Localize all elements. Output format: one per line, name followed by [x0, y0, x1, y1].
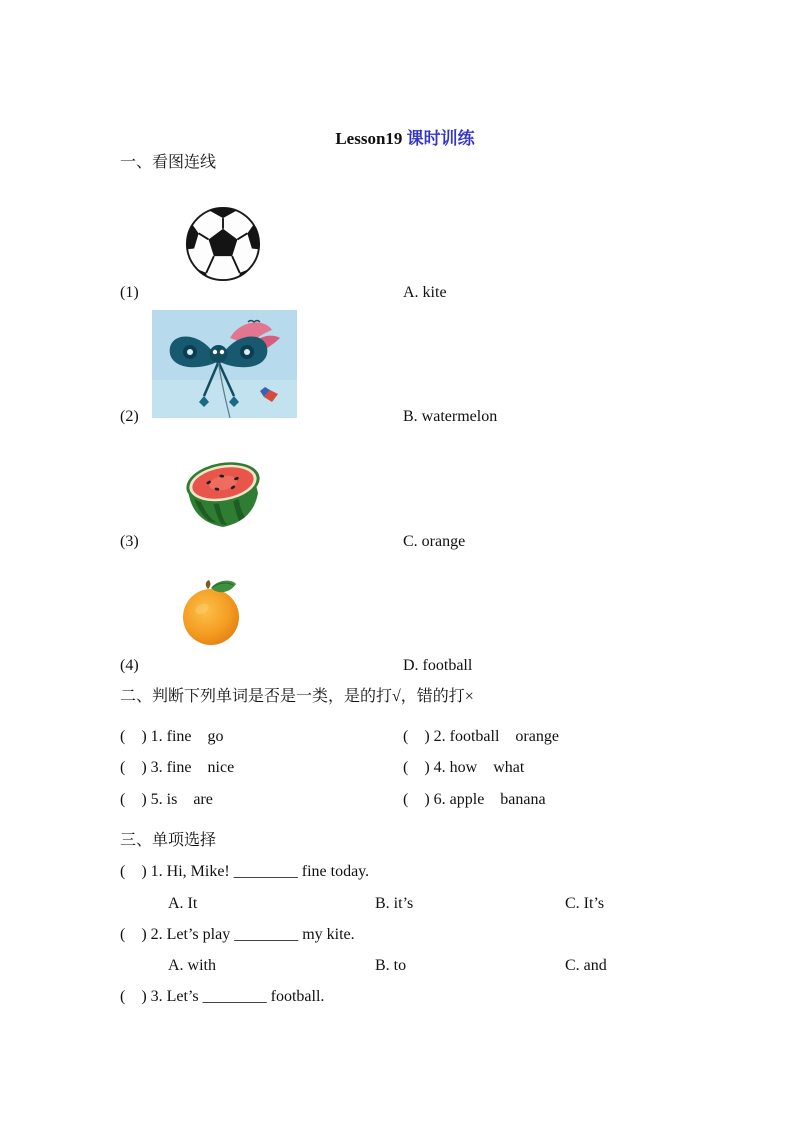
kite-image: [152, 310, 297, 418]
football-image: [181, 206, 265, 282]
judge-item: ( ) 2. football orange: [403, 728, 559, 745]
question-stem: ( ) 3. Let’s ________ football.: [120, 988, 325, 1005]
match-option: B. watermelon: [403, 408, 498, 425]
orange-image: [178, 577, 246, 647]
match-num: (3): [120, 533, 139, 550]
question-stem: ( ) 1. Hi, Mike! ________ fine today.: [120, 863, 370, 880]
choice-option: B. it’s: [375, 895, 414, 912]
match-num: (4): [120, 657, 139, 674]
section1-heading: 一、看图连线: [120, 154, 217, 171]
section2-heading: 二、判断下列单词是否是一类，是的打√，错的打×: [120, 688, 474, 705]
page-title-cn: 课时训练: [406, 129, 475, 148]
judge-item: ( ) 6. apple banana: [403, 791, 546, 808]
match-num: (1): [120, 284, 139, 301]
judge-item: ( ) 3. fine nice: [120, 759, 235, 776]
match-num: (2): [120, 408, 139, 425]
choice-option: A. with: [168, 957, 216, 974]
page-title-en: Lesson19: [335, 129, 403, 148]
match-option: C. orange: [403, 533, 466, 550]
choice-option: B. to: [375, 957, 407, 974]
watermelon-image: [183, 447, 263, 531]
question-stem: ( ) 2. Let’s play ________ my kite.: [120, 926, 355, 943]
match-option: D. football: [403, 657, 473, 674]
choice-option: C. and: [565, 957, 607, 974]
match-option: A. kite: [403, 284, 447, 301]
page-title: [0, 104, 793, 169]
judge-item: ( ) 1. fine go: [120, 728, 224, 745]
judge-item: ( ) 4. how what: [403, 759, 525, 776]
section3-heading: 三、单项选择: [120, 832, 217, 849]
choice-option: A. It: [168, 895, 198, 912]
judge-item: ( ) 5. is are: [120, 791, 213, 808]
choice-option: C. It’s: [565, 895, 605, 912]
